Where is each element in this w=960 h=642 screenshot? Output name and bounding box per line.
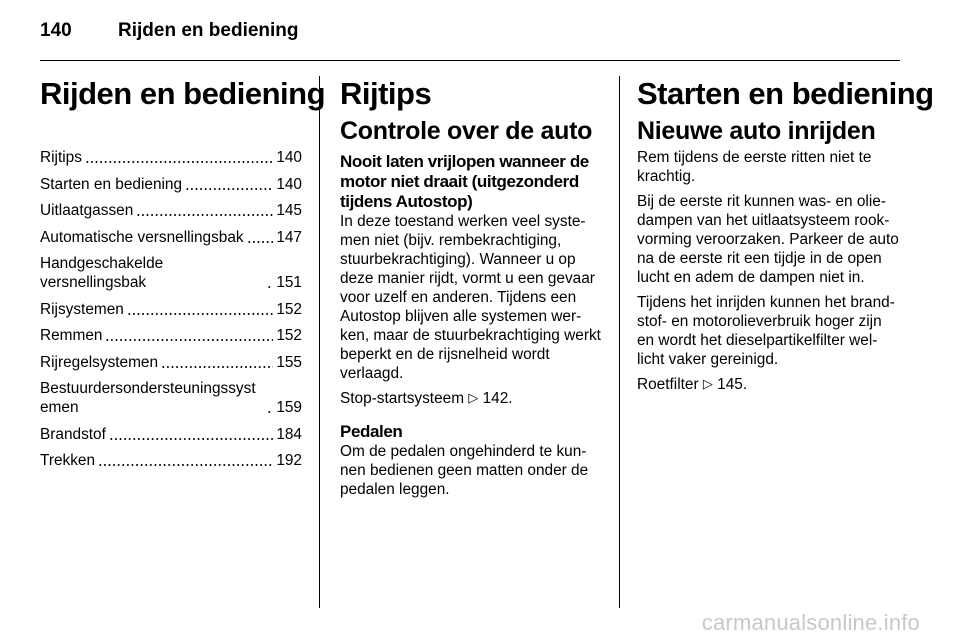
toc-item-page: 159 xyxy=(276,399,302,416)
soot-filter-reference[interactable] xyxy=(637,375,902,394)
toc-item[interactable] xyxy=(40,425,302,444)
toc-item-label: Rijtips xyxy=(40,149,82,166)
toc-item-label: Rijsystemen xyxy=(40,300,124,318)
starting-column xyxy=(637,76,934,400)
toc-item-label: Rijregelsystemen xyxy=(40,353,159,371)
rijtips-title: Rijtips xyxy=(340,76,432,111)
toc-item-page: 192 xyxy=(276,452,302,469)
toc-dot-leader xyxy=(85,161,273,163)
watermark: carmanualsonline.info xyxy=(701,610,920,635)
toc-title: Rijden en bediening xyxy=(40,76,326,111)
toc-list xyxy=(40,148,302,470)
toc-item-page: 184 xyxy=(276,425,302,443)
toc-dot-leader xyxy=(98,464,273,466)
header-rule xyxy=(40,60,900,61)
toc-dot-leader xyxy=(267,411,273,413)
toc-item-label: Automatische versnellingsbak xyxy=(40,228,244,246)
toc-item-page: 140 xyxy=(276,175,302,193)
toc-item[interactable] xyxy=(40,175,302,194)
toc-item-page: 140 xyxy=(276,149,302,166)
page-number: 140 xyxy=(40,20,72,41)
toc-dot-leader xyxy=(127,313,273,315)
toc-item-page: 151 xyxy=(276,274,302,291)
column-divider-2 xyxy=(619,76,620,608)
toc-item-page: 152 xyxy=(276,300,302,318)
reference-label: Stop-startsysteem xyxy=(340,390,465,407)
toc-item-label: Uitlaatgassen xyxy=(40,202,134,219)
break-in-subtitle: Nieuwe auto inrijden xyxy=(637,117,876,145)
toc-dot-leader xyxy=(109,438,273,440)
pedals-paragraph: Om de pedalen ongehinderd te kun-nen bedienen geen matten onder de pedalen leggen. xyxy=(340,443,589,498)
toc-dot-leader xyxy=(185,188,273,190)
reference-page: 142. xyxy=(482,390,513,407)
toc-item[interactable] xyxy=(40,326,302,345)
column-divider-1 xyxy=(319,76,320,608)
toc-item[interactable] xyxy=(40,379,302,417)
toc-item[interactable] xyxy=(40,353,302,372)
toc-dot-leader xyxy=(161,366,273,368)
toc-item-page: 145 xyxy=(276,202,302,219)
reference-arrow-icon: ▷ xyxy=(468,390,479,405)
toc-dot-leader xyxy=(247,241,274,243)
break-in-paragraph-2: Bij de eerste rit kunnen was- en olie-dampen van het uitlaatsysteem rook-vorming veroorzaken. Parkeer de auto na de eerste rit een tijdje in de open lucht en adem de dampen niet in. xyxy=(637,193,899,286)
toc-item-label: Starten en bediening xyxy=(40,175,183,193)
reference-arrow-icon: ▷ xyxy=(702,376,713,391)
toc-item-page: 147 xyxy=(276,228,302,246)
header-title: Rijden en bediening xyxy=(118,20,299,41)
coasting-heading: Nooit laten vrijlopen wanneer de motor niet draait (uitgezonderd tijdens Autostop) xyxy=(340,152,589,211)
toc-item-label: Remmen xyxy=(40,327,103,344)
toc-column xyxy=(40,76,326,478)
starting-title: Starten en bediening xyxy=(637,76,934,111)
toc-item-label: Brandstof xyxy=(40,425,106,443)
toc-item-label: Trekken xyxy=(40,452,96,469)
toc-item[interactable] xyxy=(40,201,302,220)
toc-dot-leader xyxy=(267,286,273,288)
pedals-heading: Pedalen xyxy=(340,422,403,441)
toc-dot-leader xyxy=(105,339,273,341)
reference-page: 145. xyxy=(717,376,748,393)
coasting-paragraph: In deze toestand werken veel syste-men niet (bijv. rembekrachtiging, stuurbekrachtiging). Wanneer u op deze manier rijdt, vormt u een gevaar voor uzelf en anderen. Tijdens een Autostop blijven alle systemen wer-ken, maar de stuurbekrachtiging werkt beperkt en de rijsnelheid wordt verlaagd. xyxy=(340,213,601,382)
toc-item[interactable] xyxy=(40,451,302,470)
toc-item-label: Handgeschakelde versnellingsbak xyxy=(40,255,164,291)
toc-item[interactable] xyxy=(40,300,302,319)
rijtips-subtitle: Controle over de auto xyxy=(340,117,593,145)
toc-item-label: Bestuurdersondersteuningssyst emen xyxy=(40,380,256,416)
stop-start-reference[interactable] xyxy=(340,389,604,408)
toc-dot-leader xyxy=(136,214,273,216)
rijtips-column xyxy=(340,76,604,505)
toc-item[interactable] xyxy=(40,228,302,247)
toc-item-page: 155 xyxy=(276,353,302,371)
break-in-paragraph-1: Rem tijdens de eerste ritten niet te krachtig. xyxy=(637,149,872,185)
break-in-paragraph-3: Tijdens het inrijden kunnen het brand-stof- en motorolieverbruik hoger zijn en wordt het dieselpartikelfilter wel-licht vaker gereinigd. xyxy=(637,294,895,368)
reference-label: Roetfilter xyxy=(637,376,699,393)
toc-item[interactable] xyxy=(40,254,302,292)
toc-item[interactable] xyxy=(40,148,302,167)
toc-item-page: 152 xyxy=(276,327,302,344)
